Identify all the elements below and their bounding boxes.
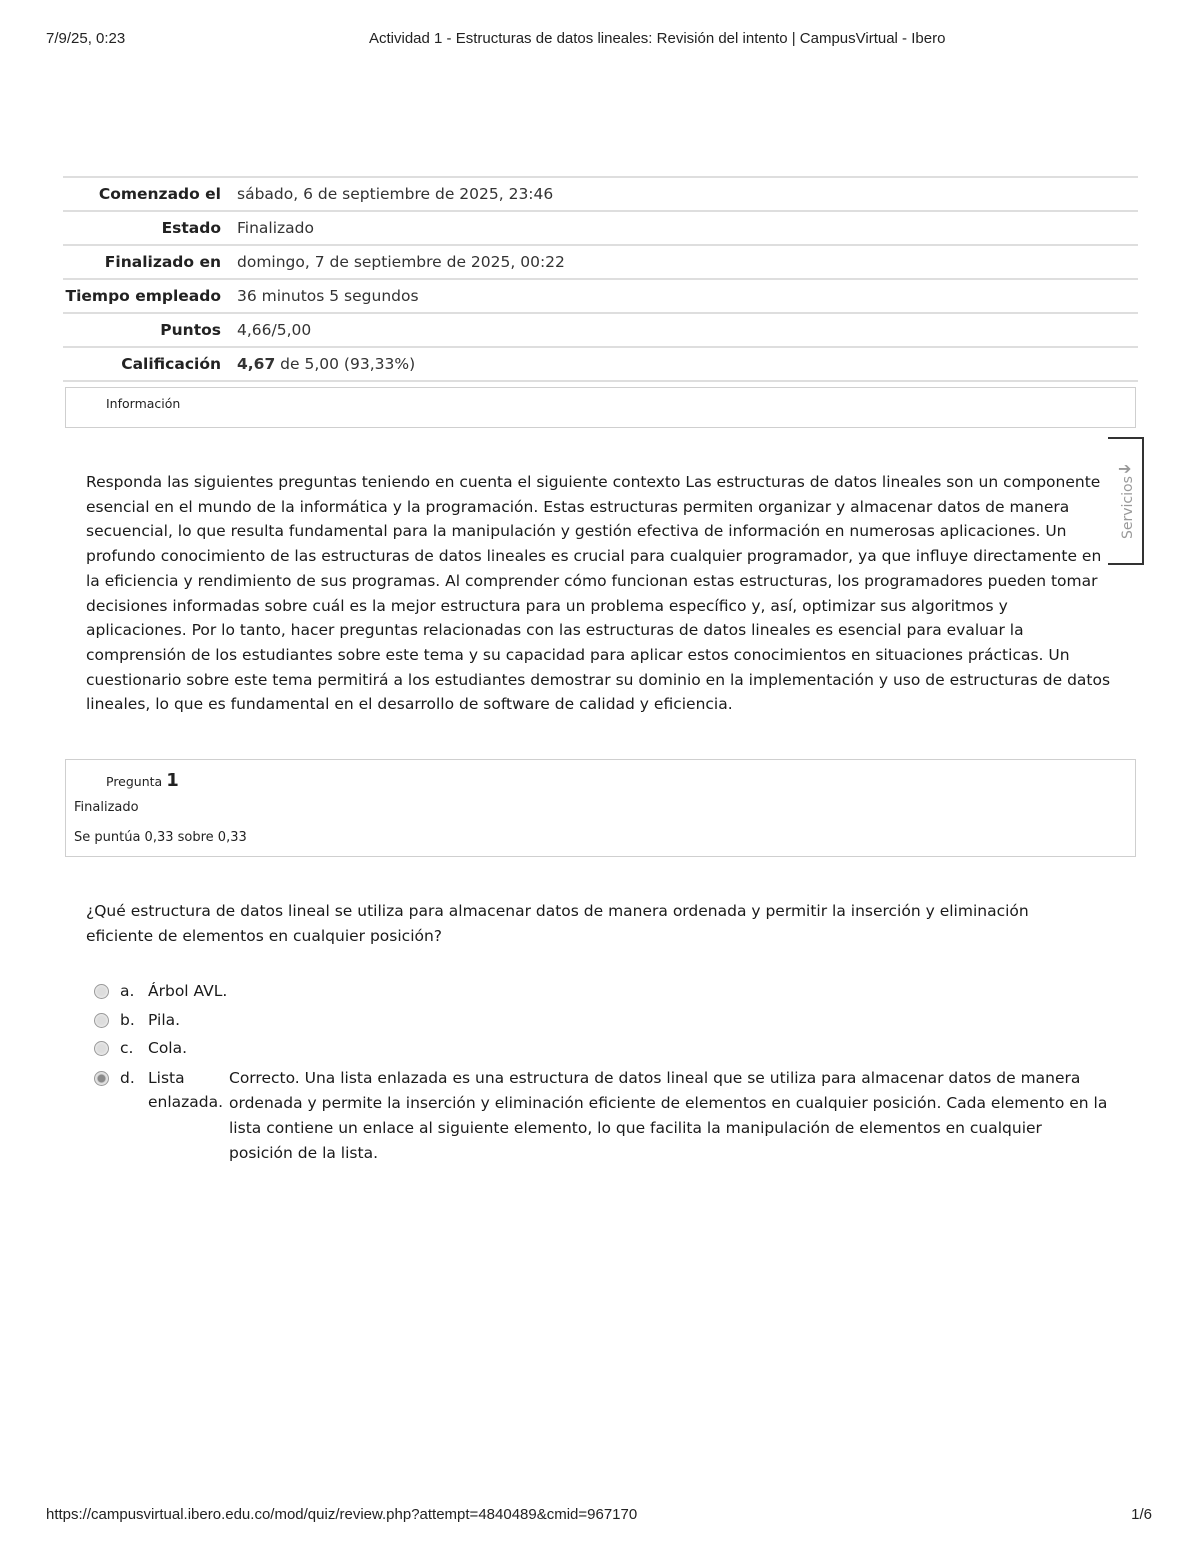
context-text: Responda las siguientes preguntas teniendo en cuenta el siguiente contexto Las estructuras de datos lineales son un componente esencial en el mundo de la informática y la programación. Estas estructuras permiten organizar y almacenar datos de manera secuencial, lo que resulta fundamental para la manipulación y gestión efectiva de información en numerosas aplicaciones. Un profundo conocimiento de las estructuras de datos lineales es crucial para cualquier programador, ya que influye directamente en la eficiencia y rendimiento de sus programas. Al comprender cómo funcionan estas estructuras, los programadores pueden tomar decisiones informadas sobre cuál es la mejor estructura para un problema específico y, así, optimizar sus algoritmos y aplicaciones. Por lo tanto, hacer preguntas relacionadas con las estructuras de datos lineales es esencial para evaluar la comprensión de los estudiantes sobre este tema y su capacidad para aplicar estos conocimientos en situaciones prácticas. Un cuestionario sobre este tema permitirá a los estudiantes demostrar su dominio en la implementación y uso de estructuras de datos lineales, lo que es fundamental en el desarrollo de software de calidad y eficiencia.: [86, 473, 1111, 714]
radio-button[interactable]: [94, 984, 109, 999]
question-text: ¿Qué estructura de datos lineal se utiliza para almacenar datos de manera ordenada y permitir la inserción y eliminación eficiente de elementos en cualquier posición?: [86, 902, 1029, 945]
summary-label: Finalizado en: [104, 253, 221, 271]
summary-value: 4,66/5,00: [237, 321, 312, 339]
summary-row-time: [63, 279, 1138, 313]
page-url: https://campusvirtual.ibero.edu.co/mod/quiz/review.php?attempt=4840489&cmid=967170: [46, 1506, 638, 1523]
question-state: Finalizado: [74, 800, 139, 815]
radio-button[interactable]: [94, 1041, 109, 1056]
summary-value: sábado, 6 de septiembre de 2025, 23:46: [237, 185, 554, 203]
print-date: 7/9/25, 0:23: [46, 30, 126, 47]
radio-button[interactable]: [94, 1013, 109, 1028]
information-box: [65, 387, 1136, 428]
radio-button-selected[interactable]: [94, 1071, 109, 1086]
summary-value: 36 minutos 5 segundos: [237, 287, 419, 305]
grade-score: 4,67: [237, 355, 276, 373]
attempt-summary-table: [63, 176, 1138, 382]
option-letter: b.: [120, 1011, 135, 1029]
question-number: 1: [166, 770, 179, 791]
summary-row-grade: [63, 347, 1138, 381]
information-label: Información: [106, 396, 181, 411]
services-label: Servicios: [1120, 476, 1136, 539]
page-title: Actividad 1 - Estructuras de datos lineales: Revisión del intento | CampusVirtual - Ibero: [369, 30, 946, 47]
option-text: Pila.: [148, 1011, 181, 1029]
summary-label: Calificación: [121, 355, 221, 373]
summary-row-started: [63, 177, 1138, 211]
option-letter: d.: [120, 1069, 135, 1087]
page-number: 1/6: [1131, 1506, 1152, 1523]
summary-value: domingo, 7 de septiembre de 2025, 00:22: [237, 253, 565, 271]
option-text: Árbol AVL.: [148, 982, 228, 1000]
summary-row-finished: [63, 245, 1138, 279]
summary-label: Estado: [161, 219, 221, 237]
summary-value: Finalizado: [237, 219, 314, 237]
question-label: [106, 770, 179, 791]
answer-feedback: Correcto. Una lista enlazada es una estructura de datos lineal que se utiliza para almacenar datos de manera ordenada y permite la inserción y eliminación eficiente de elementos en cualquier posición. Cada elemento en la lista contiene un enlace al siguiente elemento, lo que facilita la manipulación de elementos en cualquier posición de la lista.: [229, 1069, 1108, 1162]
summary-label: Tiempo empleado: [65, 287, 221, 305]
question-info-box: [65, 759, 1136, 857]
question-score: Se puntúa 0,33 sobre 0,33: [74, 830, 247, 845]
services-tab[interactable]: [1108, 437, 1144, 565]
summary-label: Puntos: [160, 321, 221, 339]
grade-rest: de 5,00 (93,33%): [275, 355, 416, 373]
print-footer: [0, 1506, 1200, 1526]
question-label-text: Pregunta: [106, 774, 163, 789]
option-text: Cola.: [148, 1039, 188, 1057]
summary-label: Comenzado el: [98, 185, 221, 203]
summary-grade-value: [235, 347, 1138, 381]
option-letter: c.: [120, 1039, 134, 1057]
option-letter: a.: [120, 982, 135, 1000]
option-text: Lista enlazada.: [148, 1069, 224, 1111]
arrow-right-icon: ➔: [1118, 459, 1132, 478]
summary-row-state: [63, 211, 1138, 245]
print-header: [0, 30, 1200, 50]
summary-row-points: [63, 313, 1138, 347]
